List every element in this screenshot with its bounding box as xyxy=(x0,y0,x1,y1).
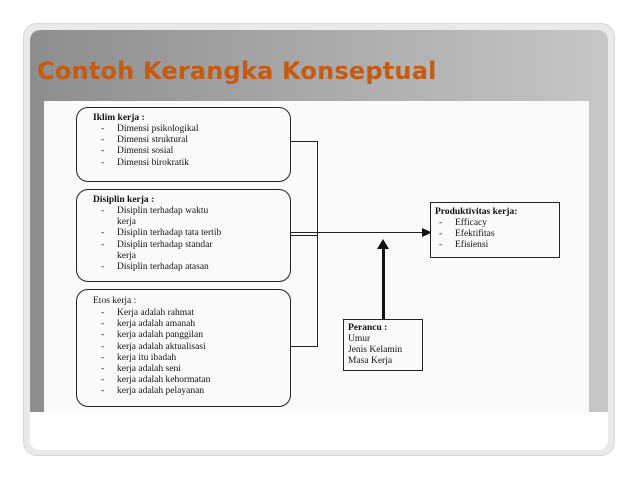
list-item: - Dimensi birokratik xyxy=(97,158,199,169)
conceptual-framework-diagram xyxy=(44,101,589,412)
iklim-kerja-title: Iklim kerja : xyxy=(93,113,145,123)
list-item: - kerja adalah panggilan xyxy=(97,330,210,341)
list-item: - Dimensi sosial xyxy=(97,146,199,157)
slide-footer-area xyxy=(30,412,608,450)
disiplin-kerja-box xyxy=(76,189,291,282)
perancu-arrowhead xyxy=(377,239,389,249)
list-item: - kerja adalah aktualisasi xyxy=(97,342,210,353)
list-item: kerja xyxy=(117,250,136,261)
produktivitas-kerja-box xyxy=(430,202,560,258)
list-item: - Efficacy xyxy=(435,218,495,229)
list-item: - Dimensi psikologikal xyxy=(97,124,199,135)
connector-iklim xyxy=(291,141,318,142)
etos-kerja-box xyxy=(76,289,291,407)
etos-kerja-title: Etos kerja : xyxy=(93,296,137,306)
perancu-line-2: Jenis Kelamin xyxy=(348,345,403,355)
perancu-box xyxy=(343,319,423,371)
list-item: - Efektifitas xyxy=(435,229,495,240)
list-item: - kerja adalah pelayanan xyxy=(97,386,210,397)
iklim-kerja-list xyxy=(97,124,199,169)
list-item: - Kerja adalah rahmat xyxy=(97,308,210,319)
iklim-kerja-box xyxy=(76,107,291,182)
list-item: - kerja adalah seni xyxy=(97,364,210,375)
main-arrow-line xyxy=(291,232,429,233)
produktivitas-kerja-list xyxy=(435,218,495,252)
produktivitas-kerja-title: Produktivitas kerja: xyxy=(435,207,518,217)
perancu-line-3: Masa Kerja xyxy=(348,356,393,366)
disiplin-kerja-list xyxy=(97,206,221,273)
slide-title: Contoh Kerangka Konseptual xyxy=(37,57,437,85)
list-item: - kerja adalah kehormatan xyxy=(97,375,210,386)
list-item: - Disiplin terhadap standar xyxy=(97,240,221,251)
list-item: - kerja adalah amanah xyxy=(97,319,210,330)
list-item: - Disiplin terhadap atasan xyxy=(97,262,221,273)
connector-disiplin xyxy=(291,235,318,236)
connector-etos xyxy=(291,346,318,347)
perancu-line-1: Umur xyxy=(348,334,371,344)
list-item: kerja xyxy=(117,217,136,228)
list-item: - Efisiensi xyxy=(435,240,495,251)
list-item: - Disiplin terhadap waktu xyxy=(97,206,221,217)
connector-vertical xyxy=(317,141,318,347)
list-item: - Dimensi struktural xyxy=(97,135,199,146)
perancu-arrow-line xyxy=(382,247,385,320)
disiplin-kerja-title: Disiplin kerja : xyxy=(93,195,155,205)
list-item: - Disiplin terhadap tata tertib xyxy=(97,228,221,239)
etos-kerja-list xyxy=(97,308,210,398)
list-item: - kerja itu ibadah xyxy=(97,353,210,364)
perancu-title: Perancu : xyxy=(348,323,388,333)
